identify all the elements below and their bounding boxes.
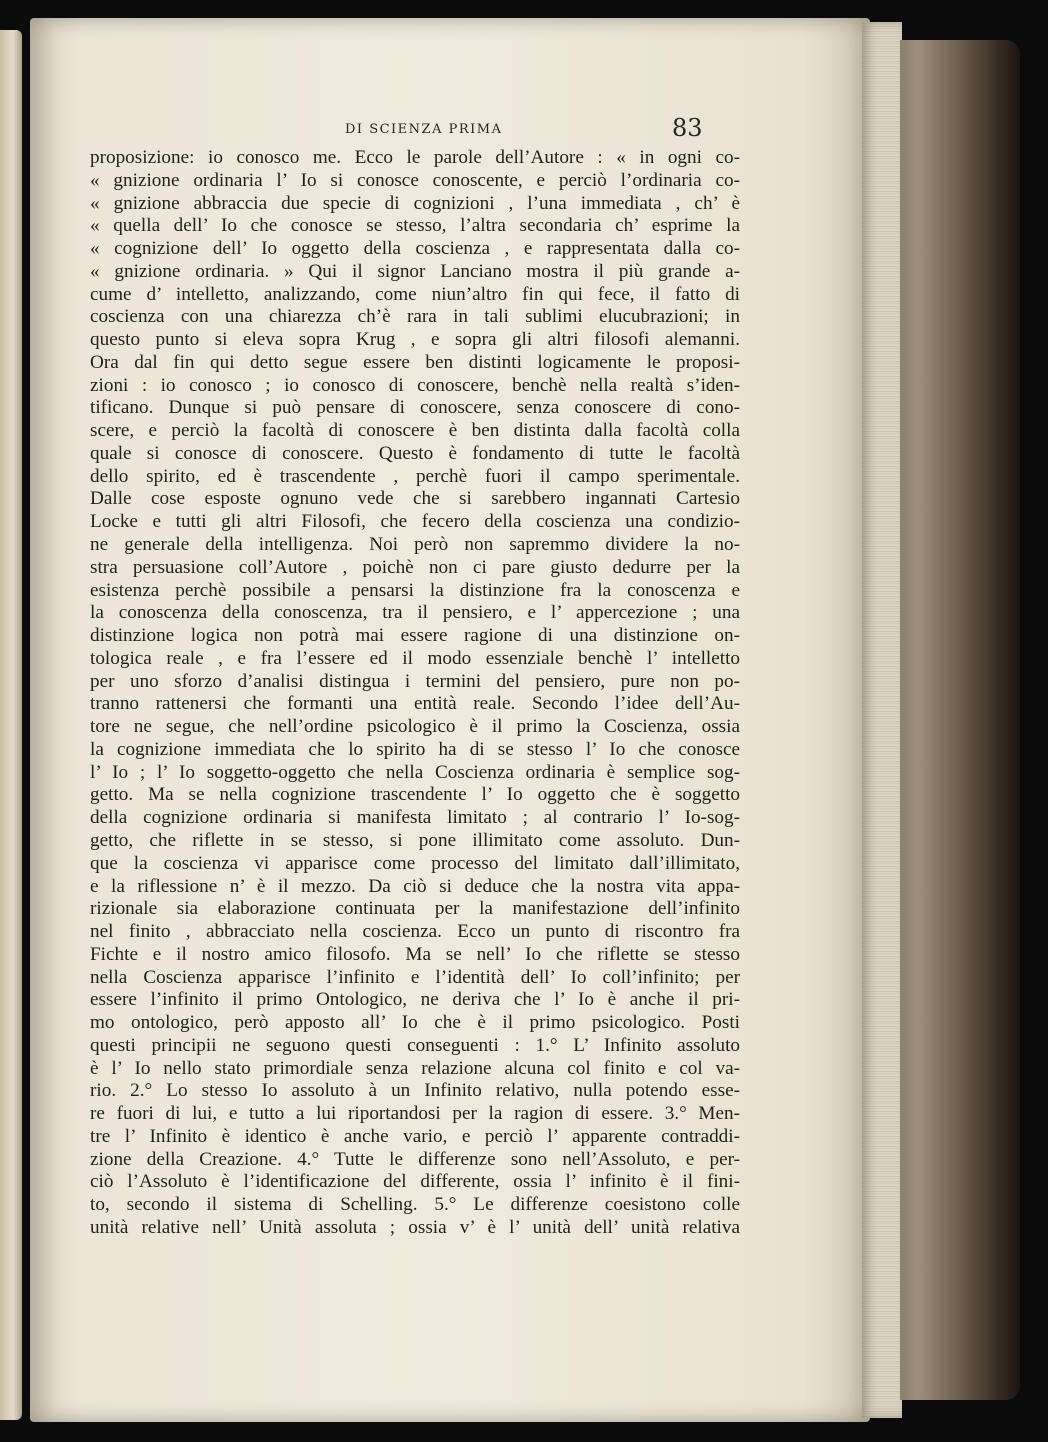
text-line: « quella dell’ Io che conosce se stesso, l’altra secondaria ch’ esprime la [90, 215, 740, 237]
text-line: « cognizione dell’ Io oggetto della coscienza , e rappresentata dalla co- [90, 238, 740, 260]
running-head: DI SCIENZA PRIMA [345, 122, 503, 137]
text-line: nel finito , abbracciato nella coscienza. Ecco un punto di riscontro fra [90, 921, 740, 943]
text-line: Fichte e il nostro amico filosofo. Ma se nell’ Io che riflette se stesso [90, 943, 740, 965]
text-line: dello spirito, ed è trascendente , perchè fuori il campo sperimentale. [90, 465, 740, 487]
text-line: questi principii ne seguono questi conseguenti : 1.° L’ Infinito assoluto [90, 1034, 740, 1056]
body-text [90, 147, 740, 1240]
text-line: que la coscienza vi apparisce come processo del limitato dall’illimitato, [90, 852, 740, 874]
text-line: tificano. Dunque si può pensare di conoscere, senza conoscere di cono- [90, 397, 740, 419]
text-line: to, secondo il sistema di Schelling. 5.° Le differenze coesistono colle [90, 1194, 740, 1216]
text-line: « gnizione ordinaria. » Qui il signor Lanciano mostra il più grande a- [90, 260, 740, 282]
text-line: ciò l’Assoluto è l’identificazione del differente, ossia l’ infinito è il fini- [90, 1171, 740, 1193]
text-line: l’ Io ; l’ Io soggetto-oggetto che nella Coscienza ordinaria è semplice sog- [90, 761, 740, 783]
text-line: re fuori di lui, e tutto a lui riportandosi per la ragion di essere. 3.° Men- [90, 1103, 740, 1125]
page-number: 83 [672, 114, 703, 142]
text-line: nella Coscienza apparisce l’infinito e l’identità dell’ Io coll’infinito; per [90, 966, 740, 988]
text-line: della cognizione ordinaria si manifesta limitato ; al contrario l’ Io-sog- [90, 807, 740, 829]
text-line: zione della Creazione. 4.° Tutte le differenze sono nell’Assoluto, e per- [90, 1148, 740, 1170]
text-line: « gnizione abbraccia due specie di cognizioni , l’una immediata , ch’ è [90, 192, 740, 214]
text-line: essere l’infinito il primo Ontologico, ne deriva che l’ Io è anche il pri- [90, 989, 740, 1011]
text-line: la conoscenza della conoscenza, tra il pensiero, e l’ appercezione ; una [90, 602, 740, 624]
text-line: questo punto si eleva sopra Krug , e sopra gli altri filosofi alemanni. [90, 329, 740, 351]
text-line: rio. 2.° Lo stesso Io assoluto à un Infinito relativo, nulla potendo esse- [90, 1080, 740, 1102]
text-line: distinzione logica non potrà mai essere ragione di una distinzione on- [90, 625, 740, 647]
text-line: tologica reale , e fra l’essere ed il modo essenziale benchè l’ intelletto [90, 647, 740, 669]
text-line: tranno rattenersi che formanti una entità reale. Secondo l’idee dell’Au- [90, 693, 740, 715]
text-line: cume d’ intelletto, analizzando, come niun’altro fin qui fece, il fatto di [90, 283, 740, 305]
book-cover-edge [900, 40, 1020, 1400]
text-line: Dalle cose esposte ognuno vede che si sarebbero ingannati Cartesio [90, 488, 740, 510]
text-line: è l’ Io nello stato primordiale senza relazione alcuna col finito e col va- [90, 1057, 740, 1079]
text-line: ne generale della intelligenza. Noi però non sapremmo dividere la no- [90, 534, 740, 556]
text-line: Ora dal fin qui detto segue essere ben distinti logicamente le proposi- [90, 351, 740, 373]
text-line: esistenza perchè possibile a pensarsi la distinzione fra la conoscenza e [90, 579, 740, 601]
text-line: « gnizione ordinaria l’ Io si conosce conoscente, e perciò l’ordinaria co- [90, 169, 740, 191]
text-line: quale si conosce di conoscere. Questo è fondamento di tutte le facoltà [90, 442, 740, 464]
text-line: tre l’ Infinito è identico è anche vario, e perciò l’ apparente contraddi- [90, 1125, 740, 1147]
text-line: rizionale sia elaborazione continuata per la manifestazione dell’infinito [90, 898, 740, 920]
text-line: la cognizione immediata che lo spirito ha di se stesso l’ Io che conosce [90, 738, 740, 760]
text-line: coscienza con una chiarezza ch’è rara in tali sublimi elucubrazioni; in [90, 306, 740, 328]
text-line: e la riflessione n’ è il mezzo. Da ciò si deduce che la nostra vita appa- [90, 875, 740, 897]
text-line: proposizione: io conosco me. Ecco le parole dell’Autore : « in ogni co- [90, 147, 740, 168]
text-line: stra persuasione coll’Autore , poichè non ci pare giusto dedurre per la [90, 556, 740, 578]
page-block-edge [862, 22, 902, 1418]
text-line: tore ne segue, che nell’ordine psicologico è il primo la Coscienza, ossia [90, 716, 740, 738]
text-line: getto, che riflette in se stesso, si pone illimitato come assoluto. Dun- [90, 829, 740, 851]
text-line: mo ontologico, però apposto all’ Io che è il primo psicologico. Posti [90, 1012, 740, 1034]
page-header [90, 112, 740, 142]
text-line: zioni : io conosco ; io conosco di conoscere, benchè nella realtà s’iden- [90, 374, 740, 396]
text-line: unità relative nell’ Unità assoluta ; ossia v’ è l’ unità dell’ unità relativa [90, 1216, 740, 1238]
facing-page-edge [0, 30, 22, 1420]
text-line: per uno sforzo d’analisi distingua i termini del pensiero, pure non po- [90, 670, 740, 692]
text-line: scere, e perciò la facoltà di conoscere è ben distinta dalla facoltà colla [90, 420, 740, 442]
text-line: Locke e tutti gli altri Filosofi, che fecero della coscienza una condizio- [90, 511, 740, 533]
text-line: getto. Ma se nella cognizione trascendente l’ Io oggetto che è soggetto [90, 784, 740, 806]
